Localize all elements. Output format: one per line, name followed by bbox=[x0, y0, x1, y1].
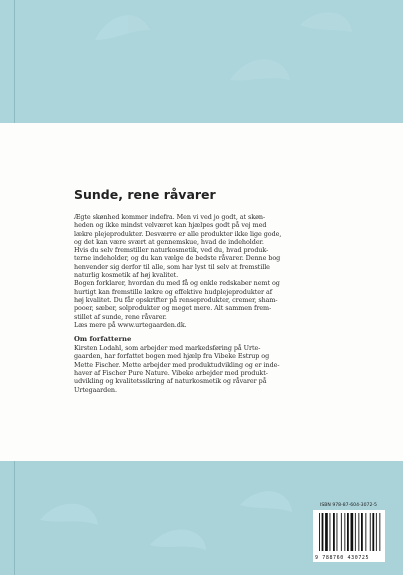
blurb-text-block bbox=[74, 187, 336, 394]
read-more-line: Læs mere på www.urtegaarden.dk. bbox=[74, 320, 187, 329]
text-line: høj kvalitet. Du får opskrifter på renseprodukter, cremer, sham- bbox=[74, 295, 278, 304]
text-line: Kirsten Lodahl, som arbejder med markedsføring på Urte- bbox=[74, 344, 261, 353]
barcode-digits: 9 788760 430725 bbox=[315, 555, 370, 561]
text-line: haver af Fischer Pure Nature. Vibeke arbejder med produkt- bbox=[74, 369, 268, 378]
isbn-label: ISBN 978-87-604-3072-5 bbox=[320, 503, 377, 508]
text-line: henvender sig derfor til alle, som har lyst til selv at fremstille bbox=[74, 262, 270, 271]
text-line: og det kan være svært at gennemskue, hvad de indeholder. bbox=[74, 237, 264, 246]
barcode-bar bbox=[322, 513, 324, 551]
blurb-paragraph-1 bbox=[74, 213, 336, 279]
barcode-bar bbox=[351, 513, 354, 551]
barcode-bar bbox=[358, 513, 359, 551]
text-line: Mette Fischer. Mette arbejder med produktudvikling og er inde- bbox=[74, 360, 280, 369]
barcode-bar bbox=[376, 513, 377, 551]
barcode-bar bbox=[344, 513, 345, 551]
barcode-bar bbox=[330, 513, 331, 551]
text-line: Ægte skønhed kommer indefra. Men vi ved jo godt, at skøn- bbox=[74, 213, 266, 221]
barcode-bar bbox=[325, 513, 328, 551]
text-line: stillet af sunde, rene råvarer. bbox=[74, 312, 167, 321]
text-line: Bogen forklarer, hvordan du med få og enkle redskaber nemt og bbox=[74, 279, 280, 288]
barcode-bar bbox=[379, 513, 380, 551]
barcode-icon bbox=[317, 513, 381, 553]
barcode-bar bbox=[347, 513, 349, 551]
barcode-bar bbox=[319, 513, 320, 551]
barcode-bar bbox=[372, 513, 374, 551]
text-line: terne indeholder, og du kan vælge de bedste råvarer. Denne bog bbox=[74, 254, 281, 263]
barcode-bar bbox=[361, 513, 363, 551]
text-line: lækre plejeprodukter. Desværre er alle produkter ikke lige gode, bbox=[74, 229, 282, 238]
blurb-paragraph-2 bbox=[74, 279, 336, 320]
text-line: gaarden, har forfattet bogen med hjælp fra Vibeke Estrup og bbox=[74, 352, 270, 361]
authors-heading: Om forfatterne bbox=[74, 335, 132, 344]
barcode-bar bbox=[333, 513, 335, 551]
text-line: naturlig kosmetik af høj kvalitet. bbox=[74, 271, 179, 280]
text-line: udvikling og kvalitetssikring af naturkosmetik og råvarer på bbox=[74, 377, 267, 386]
barcode-bar bbox=[365, 513, 366, 551]
barcode-bar bbox=[370, 513, 371, 551]
text-line: hurtigt kan fremstille lækre og effektive hudplejeprodukter af bbox=[74, 287, 273, 296]
blurb-title: Sunde, rene råvarer bbox=[74, 187, 216, 202]
text-line: pooer, sæber, solprodukter og meget mere. Alt sammen frem- bbox=[74, 304, 272, 313]
text-line: heden og ikke mindst velværet kan hjælpes godt på vej med bbox=[74, 221, 267, 230]
barcode-bar bbox=[337, 513, 338, 551]
text-line: Hvis du selv fremstiller naturkosmetik, ved du, hvad produk- bbox=[74, 246, 269, 255]
text-line: Urtegaarden. bbox=[74, 385, 117, 394]
authors-paragraph bbox=[74, 344, 336, 394]
barcode-bar bbox=[341, 513, 342, 551]
barcode-bar bbox=[355, 513, 356, 551]
